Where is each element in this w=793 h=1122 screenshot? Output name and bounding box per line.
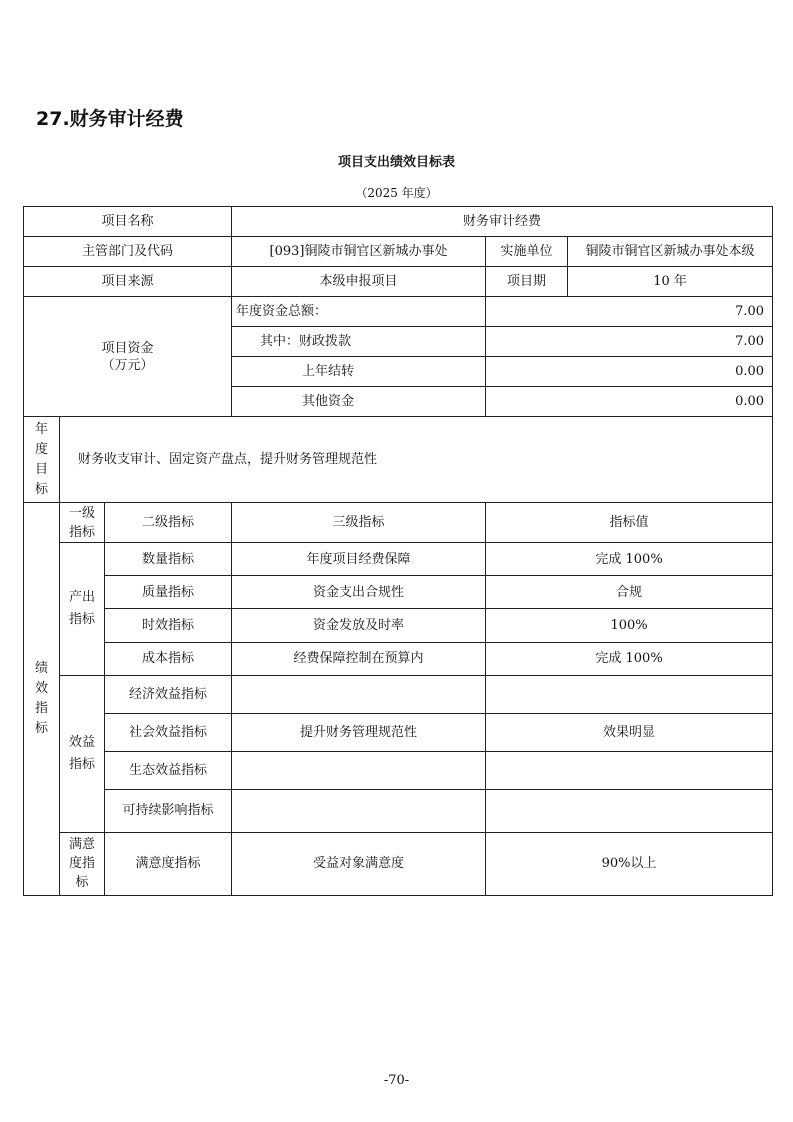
output-level3: 经费保障控制在预算内	[232, 642, 486, 675]
benefit-level3: 提升财务管理规范性	[232, 713, 486, 751]
table-row	[24, 609, 773, 642]
benefit-value	[486, 751, 773, 789]
table-row	[24, 789, 773, 832]
row-department	[24, 237, 773, 267]
output-level3: 资金支出合规性	[232, 576, 486, 609]
table-row	[24, 642, 773, 675]
benefit-level2: 生态效益指标	[105, 751, 232, 789]
funds-row-value: 7.00	[486, 327, 773, 357]
benefit-level3	[232, 789, 486, 832]
funds-row-label: 上年结转	[232, 357, 486, 387]
funds-label-line1: 项目资金	[101, 340, 154, 356]
funds-label-line2: （万元）	[101, 357, 154, 373]
source-label: 项目来源	[24, 267, 232, 297]
row-source	[24, 267, 773, 297]
row-perf-header	[24, 503, 773, 543]
funds-row-value: 7.00	[486, 297, 773, 327]
table-row	[24, 713, 773, 751]
funds-row-label: 其中：财政拨款	[232, 327, 486, 357]
row-funds-total	[24, 297, 773, 327]
table-title: 项目支出绩效目标表	[337, 155, 455, 170]
perf-label	[24, 503, 60, 896]
satisfaction-label: 满意度指标	[60, 832, 105, 895]
project-name-label: 项目名称	[24, 207, 232, 237]
funds-row-label: 其他资金	[232, 387, 486, 417]
annual-goal-label	[24, 417, 60, 503]
dept-label: 主管部门及代码	[24, 237, 232, 267]
row-project-name	[24, 207, 773, 237]
satisfaction-level2: 满意度指标	[105, 832, 232, 895]
table-row	[24, 751, 773, 789]
satisfaction-value: 90%以上	[486, 832, 773, 895]
benefit-value: 效果明显	[486, 713, 773, 751]
funds-row-label: 年度资金总额：	[232, 297, 486, 327]
benefit-level2: 社会效益指标	[105, 713, 232, 751]
benefit-value	[486, 675, 773, 713]
funds-label	[24, 297, 232, 417]
output-level2: 质量指标	[105, 576, 232, 609]
page-number: -70-	[383, 1073, 410, 1088]
benefit-level3	[232, 675, 486, 713]
output-level3: 资金发放及时率	[232, 609, 486, 642]
table-row	[24, 832, 773, 895]
period-value: 10 年	[568, 267, 773, 297]
table-year-note: （2025 年度）	[355, 186, 438, 200]
table-row	[24, 543, 773, 576]
benefit-level3	[232, 751, 486, 789]
funds-row-value: 0.00	[486, 387, 773, 417]
header-level2: 二级指标	[105, 503, 232, 543]
header-level3: 三级指标	[232, 503, 486, 543]
row-annual-goal	[24, 417, 773, 503]
output-level2: 数量指标	[105, 543, 232, 576]
output-value: 完成 100%	[486, 642, 773, 675]
table-row	[24, 576, 773, 609]
impl-unit-value: 铜陵市铜官区新城办事处本级	[568, 237, 773, 267]
output-level2: 成本指标	[105, 642, 232, 675]
performance-goal-table	[23, 206, 773, 896]
funds-row-value: 0.00	[486, 357, 773, 387]
impl-unit-label: 实施单位	[486, 237, 568, 267]
header-value: 指标值	[486, 503, 773, 543]
benefit-level2: 经济效益指标	[105, 675, 232, 713]
annual-goal-label-text: 年度目标	[34, 421, 48, 497]
benefit-label: 效益指标	[60, 675, 105, 832]
output-level2: 时效指标	[105, 609, 232, 642]
dept-value: [093]铜陵市铜官区新城办事处	[232, 237, 486, 267]
perf-label-text: 绩效指标	[34, 661, 48, 737]
output-level3: 年度项目经费保障	[232, 543, 486, 576]
output-label: 产出指标	[60, 543, 105, 675]
output-value: 100%	[486, 609, 773, 642]
section-heading: 27.财务审计经费	[36, 108, 184, 130]
header-level1: 一级指标	[60, 503, 105, 543]
table-row	[24, 675, 773, 713]
benefit-level2: 可持续影响指标	[105, 789, 232, 832]
satisfaction-level3: 受益对象满意度	[232, 832, 486, 895]
output-value: 完成 100%	[486, 543, 773, 576]
output-value: 合规	[486, 576, 773, 609]
benefit-value	[486, 789, 773, 832]
period-label: 项目期	[486, 267, 568, 297]
project-name-value: 财务审计经费	[232, 207, 773, 237]
source-value: 本级申报项目	[232, 267, 486, 297]
annual-goal-text: 财务收支审计、固定资产盘点，提升财务管理规范性	[60, 417, 773, 503]
